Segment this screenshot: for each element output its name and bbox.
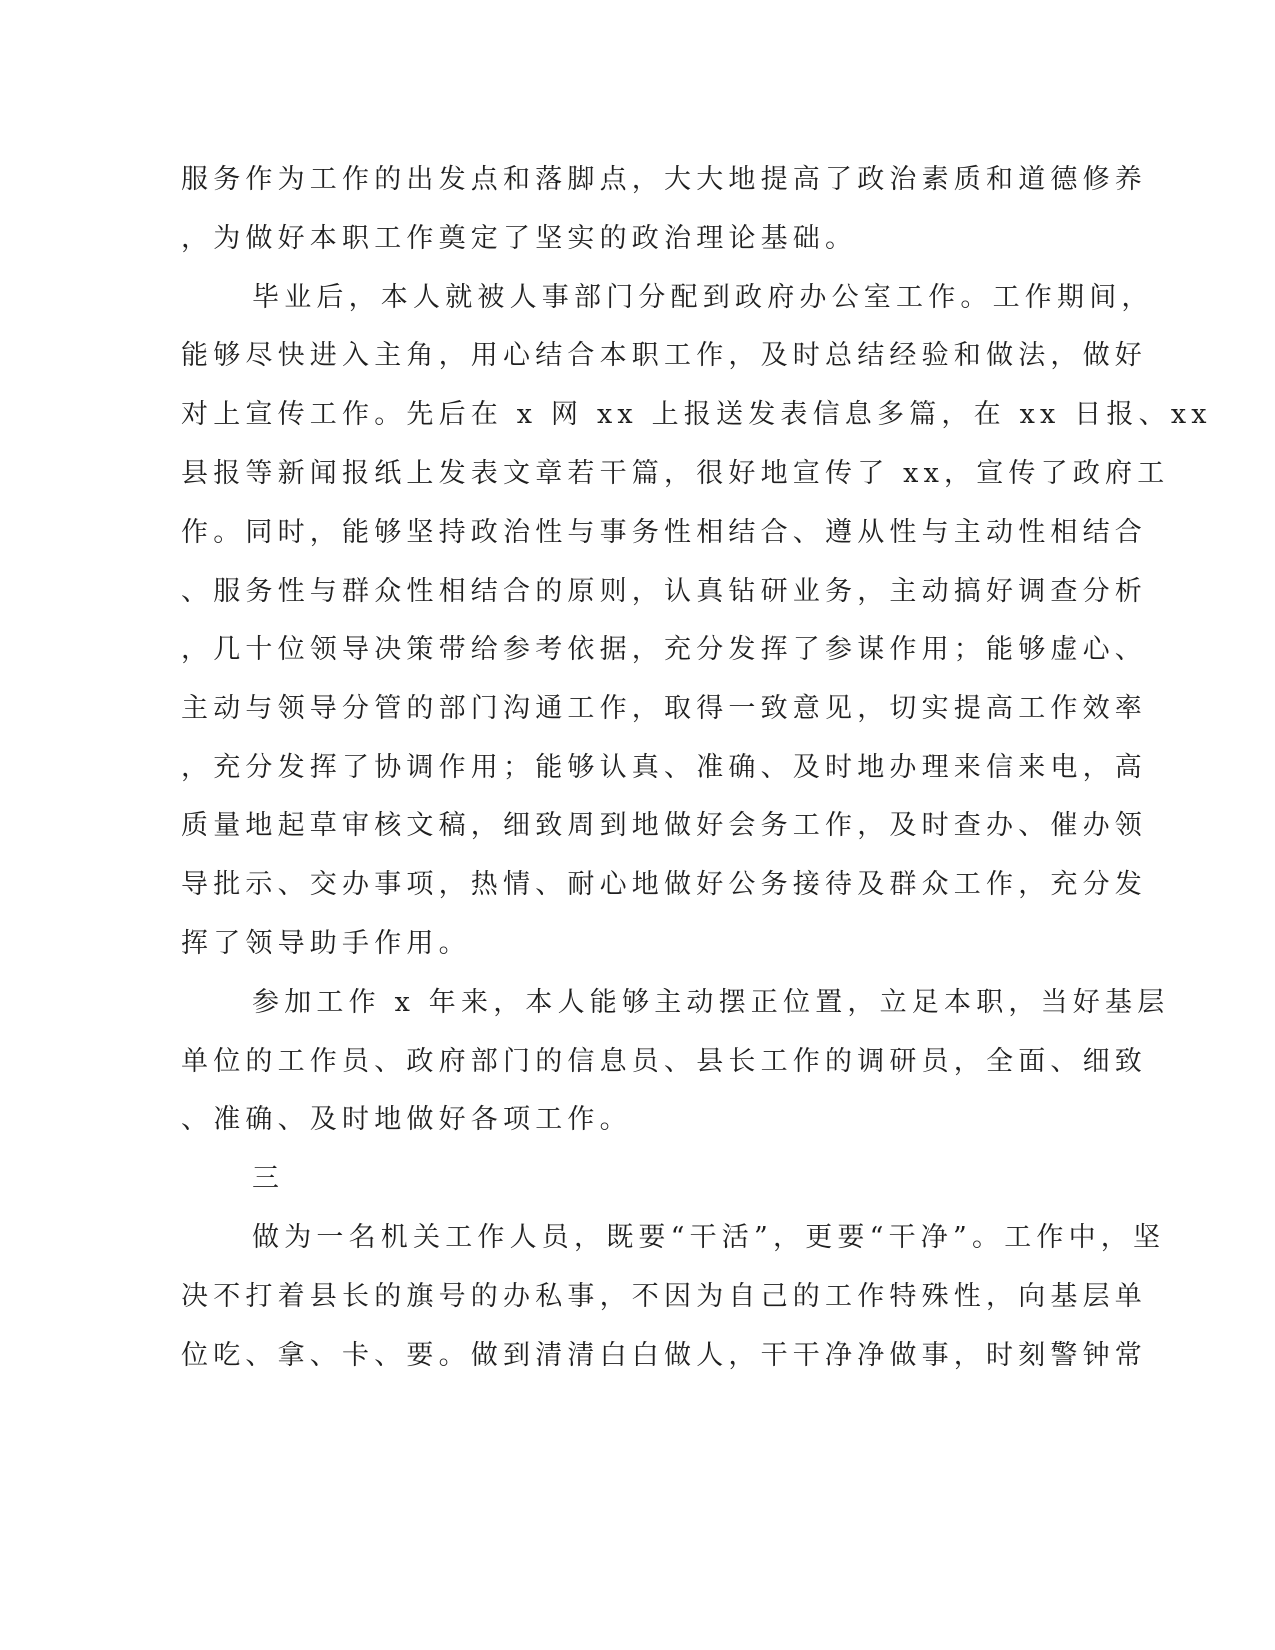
text-line-21: 位吃、拿、卡、要。做到清清白白做人，干干净净做事，时刻警钟常	[181, 1340, 1147, 1371]
section-heading: 三	[252, 1163, 285, 1194]
text-line-7: 作。同时，能够坚持政治性与事务性相结合、遵从性与主动性相结合	[181, 517, 1147, 548]
text-line-10: 主动与领导分管的部门沟通工作，取得一致意见，切实提高工作效率	[181, 693, 1147, 724]
text-line-6: 县报等新闻报纸上发表文章若干篇，很好地宣传了 xx，宣传了政府工	[181, 458, 1170, 489]
text-line-19: 做为一名机关工作人员，既要“干活”，更要“干净”。工作中，坚	[252, 1222, 1166, 1253]
text-line-17: 、准确、及时地做好各项工作。	[181, 1104, 632, 1135]
text-line-20: 决不打着县长的旗号的办私事，不因为自己的工作特殊性，向基层单	[181, 1281, 1147, 1312]
text-line-14: 挥了领导助手作用。	[181, 928, 471, 959]
text-line-16: 单位的工作员、政府部门的信息员、县长工作的调研员，全面、细致	[181, 1046, 1147, 1077]
text-line-5: 对上宣传工作。先后在 x 网 xx 上报送发表信息多篇，在 xx 日报、xx	[181, 399, 1212, 430]
text-line-9: ，几十位领导决策带给参考依据，充分发挥了参谋作用；能够虚心、	[181, 634, 1147, 665]
text-line-1: 服务作为工作的出发点和落脚点，大大地提高了政治素质和道德修养	[181, 164, 1147, 195]
text-line-2: ，为做好本职工作奠定了坚实的政治理论基础。	[181, 223, 858, 254]
text-line-15: 参加工作 x 年来，本人能够主动摆正位置，立足本职，当好基层	[252, 987, 1170, 1018]
text-line-11: ，充分发挥了协调作用；能够认真、准确、及时地办理来信来电，高	[181, 752, 1147, 783]
text-line-12: 质量地起草审核文稿，细致周到地做好会务工作，及时查办、催办领	[181, 810, 1147, 841]
text-line-4: 能够尽快进入主角，用心结合本职工作，及时总结经验和做法，做好	[181, 340, 1147, 371]
text-line-8: 、服务性与群众性相结合的原则，认真钻研业务，主动搞好调查分析	[181, 576, 1147, 607]
text-line-13: 导批示、交办事项，热情、耐心地做好公务接待及群众工作，充分发	[181, 869, 1147, 900]
text-line-3: 毕业后，本人就被人事部门分配到政府办公室工作。工作期间，	[252, 282, 1154, 313]
